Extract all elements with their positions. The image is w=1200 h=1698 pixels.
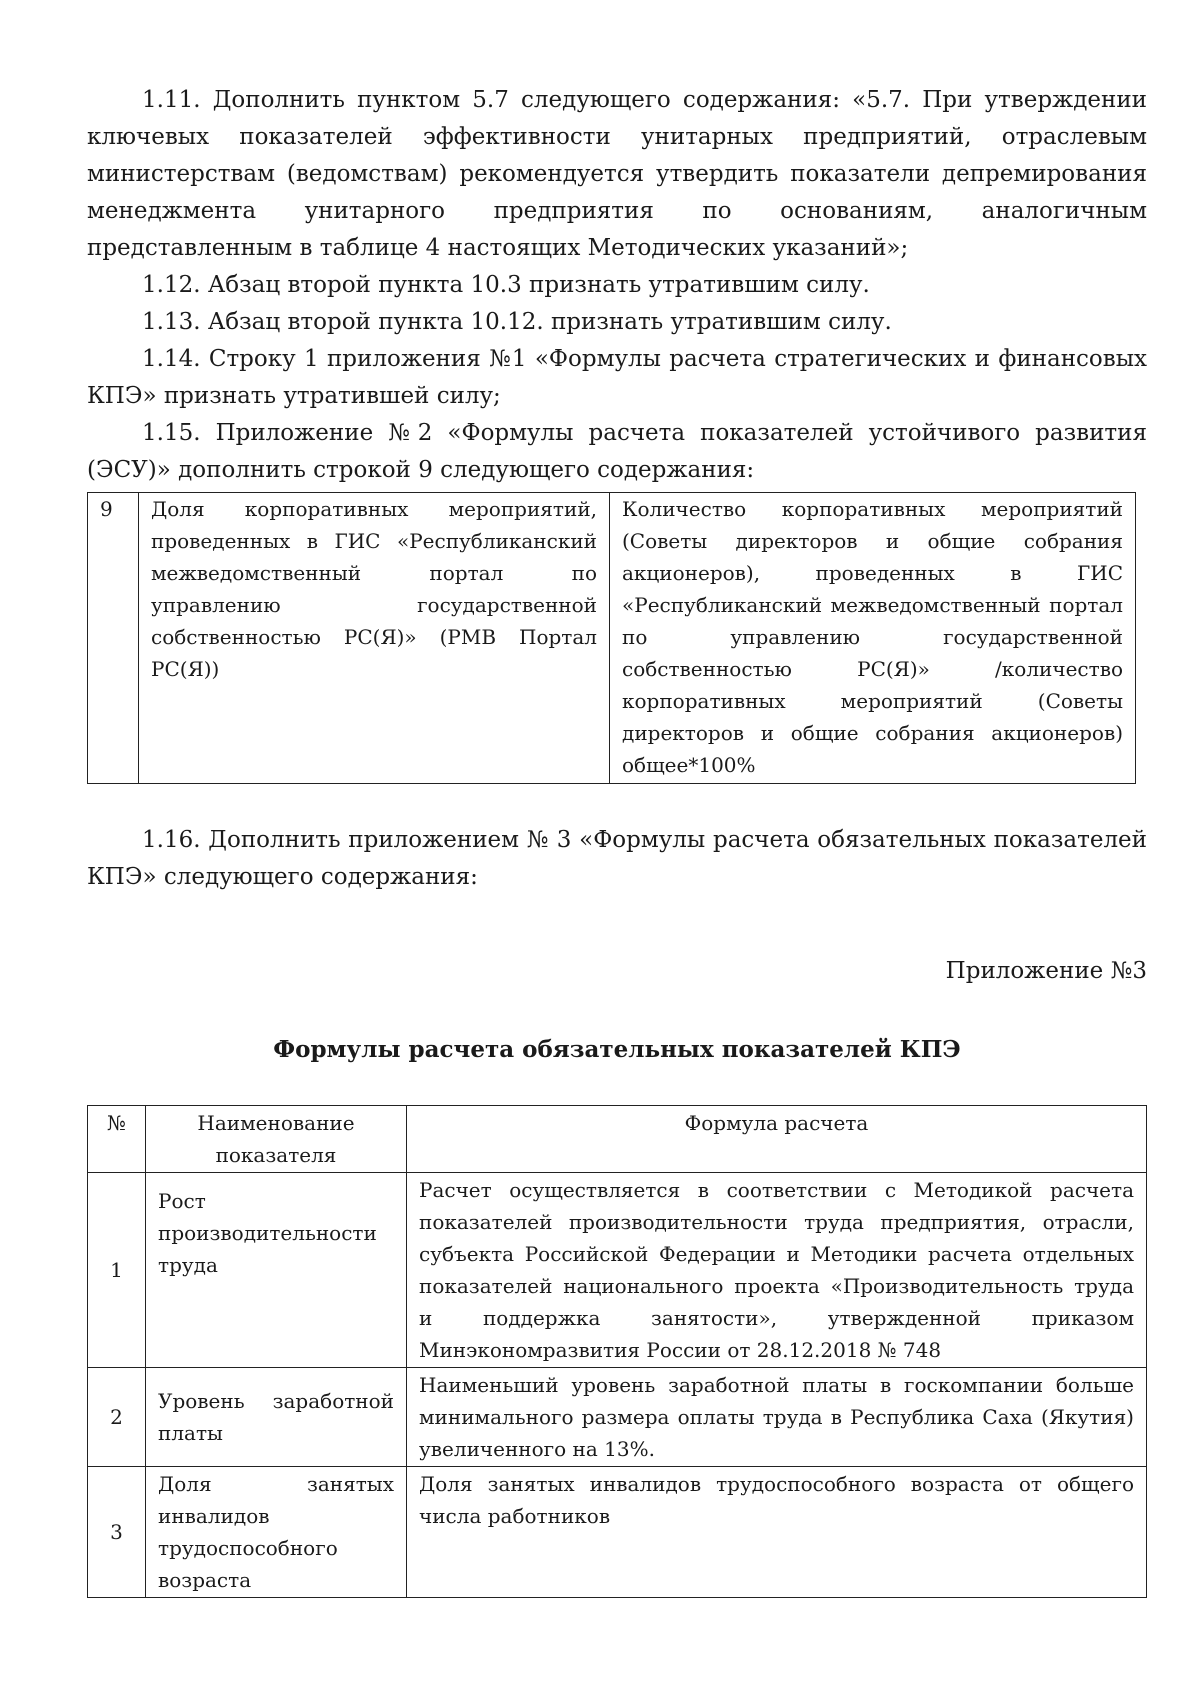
row9-indicator-name: Доля корпоративных мероприятий, проведенных в ГИС «Республиканский межведомственный портал по управлению государственной собственностью РС(Я)» (РМВ Портал РС(Я)) [139,493,610,784]
table-row [88,1368,1147,1467]
paragraph-1-16: 1.16. Дополнить приложением № 3 «Формулы расчета обязательных показателей КПЭ» следующего содержания: [87,827,1147,890]
row-indicator-name: Уровень заработной платы [146,1368,407,1467]
row-formula: Расчет осуществляется в соответствии с Методикой расчета показателей производительности труда предприятия, отрасли, субъекта Российской Федерации и Методики расчета отдельных показателей национального проекта «Производительность труда и поддержка занятости», утвержденной приказом Минэкономразвития России от 28.12.2018 № 748 [407,1173,1147,1368]
row9-number: 9 [88,493,139,784]
row-number: 1 [88,1173,146,1368]
row-number: 3 [88,1467,146,1598]
spacer [87,784,1147,822]
table-row [88,493,1136,784]
row-indicator-name: Доля занятых инвалидов трудоспособного возраста [146,1467,407,1598]
row-formula: Доля занятых инвалидов трудоспособного возраста от общего числа работников [407,1467,1147,1598]
header-indicator-name: Наименование показателя [146,1106,407,1173]
appendix-title: Формулы расчета обязательных показателей КПЭ [273,1036,961,1063]
paragraph-1-12: 1.12. Абзац второй пункта 10.3 признать утратившим силу. [142,272,870,298]
table-row [88,1173,1147,1368]
appendix2-row9-table [87,492,1136,784]
header-number: № [88,1106,146,1173]
header-formula: Формула расчета [407,1106,1147,1173]
paragraph-1-15: 1.15. Приложение №2 «Формулы расчета показателей устойчивого развития (ЭСУ)» дополнить строкой 9 следующего содержания: [87,420,1147,483]
table-row [88,1467,1147,1598]
paragraph-1-13: 1.13. Абзац второй пункта 10.12. признать утратившим силу. [142,309,892,335]
paragraph-1-11: 1.11. Дополнить пунктом 5.7 следующего содержания: «5.7. При утверждении ключевых показателей эффективности унитарных предприятий, отраслевым министерствам (ведомствам) рекомендуется утвердить показатели депремирования менеджмента унитарного предприятия по основаниям, аналогичным представленным в таблице 4 настоящих Методических указаний»; [87,87,1147,261]
row-indicator-name: Рост производительности труда [146,1173,407,1368]
row9-formula: Количество корпоративных мероприятий (Советы директоров и общие собрания акционеров), проведенных в ГИС «Республиканский межведомственный портал по управлению государственной собственностью РС(Я)» /количество корпоративных мероприятий (Советы директоров и общие собрания акционеров) общее*100% [610,493,1136,784]
kpi-formulas-table [87,1105,1147,1598]
appendix-label: Приложение №3 [945,958,1147,984]
document-body [87,82,1147,1598]
table-header-row [88,1106,1147,1173]
row-number: 2 [88,1368,146,1467]
paragraph-1-14: 1.14. Строку 1 приложения №1 «Формулы расчета стратегических и финансовых КПЭ» признать утратившей силу; [87,346,1147,409]
row-formula: Наименьший уровень заработной платы в госкомпании больше минимального размера оплаты труда в Республика Саха (Якутия) увеличенного на 13%. [407,1368,1147,1467]
